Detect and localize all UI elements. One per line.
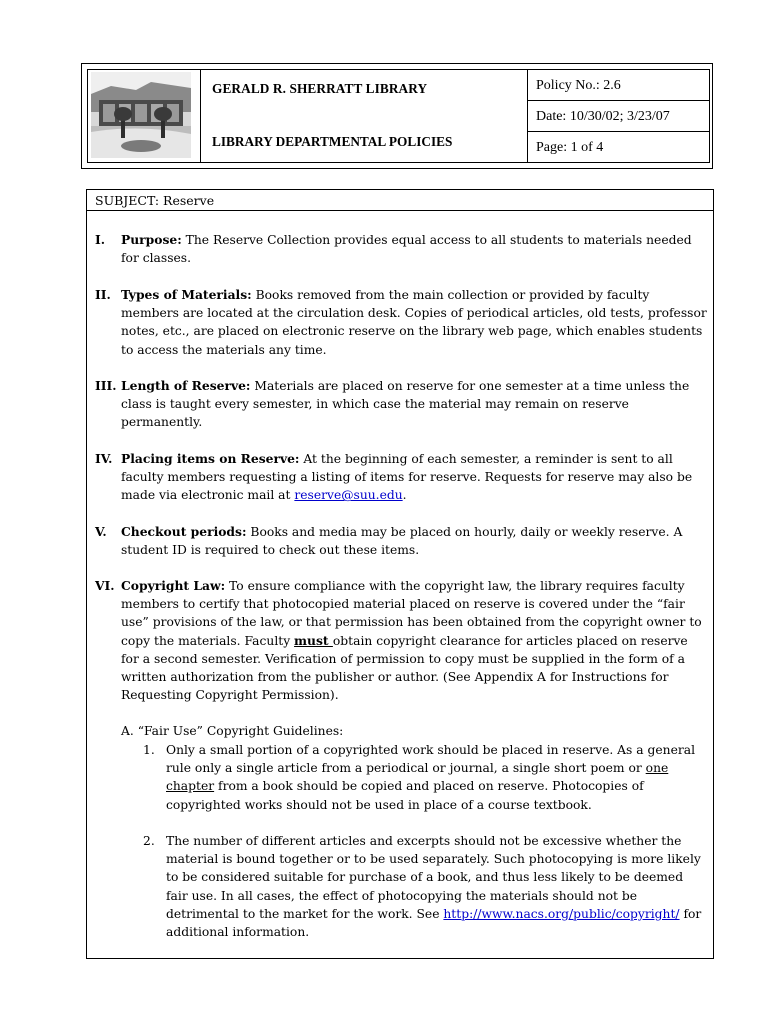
subject-divider — [86, 210, 714, 211]
library-photo — [91, 72, 191, 158]
guideline-number: 1. — [143, 743, 155, 757]
policies-title: LIBRARY DEPARTMENTAL POLICIES — [212, 134, 453, 149]
library-name: GERALD R. SHERRATT LIBRARY — [212, 81, 428, 96]
section-checkout-periods — [95, 523, 707, 559]
section-text: Materials are placed on reserve for one semester at a time unless the class is taught every semester, in which case the material may remain on reserve permanently. — [121, 379, 690, 430]
section-text: To ensure compliance with the copyright law, the library requires faculty members to certify that photocopied material placed on reserve is covered under the “fair use” provisions of the law, or that permission has been obtained from the copyright owner to copy the materials. Faculty — [121, 579, 702, 648]
section-text-cont: obtain copyright clearance for articles placed on reserve for a second semester. Verification of permission to copy must be supplied in the form of a written authorization from the publisher or author. (See Appendix A for Instructions for Requesting Copyright Permission). — [121, 633, 688, 703]
header-divider — [200, 69, 201, 163]
section-text: Books removed from the main collection or provided by faculty members are located at the circulation desk. Copies of periodical articles, old tests, professor notes, etc., are placed on electronic reserve on the library web page, which enables students to access the materials any time. — [121, 288, 707, 357]
section-length-of-reserve — [95, 377, 707, 432]
guideline-text: The number of different articles and excerpts should not be excessive whether the material is bound together or to be used separately. Such photocopying is more likely to be considered suitable for purchase of a book, and thus less likely to be deemed fair use. In all cases, the effect of photocopying the materials should not be detrimental to the market for the work. See — [166, 834, 701, 921]
section-text: Books and media may be placed on hourly, daily or weekly reserve. A student ID is required to check out these items. — [121, 525, 683, 558]
section-number: VI. — [95, 578, 115, 593]
guideline-text-cont: from a book should be copied and placed on reserve. Photocopies of copyrighted works should not be used in place of a course textbook. — [166, 779, 644, 812]
guideline-number: 2. — [143, 834, 155, 848]
section-copyright-law — [95, 577, 707, 704]
section-number: IV. — [95, 451, 113, 466]
section-text: At the beginning of each semester, a reminder is sent to all faculty members requesting a listing of items for reserve. Requests for reserve may also be made via electronic mail at — [121, 452, 693, 503]
section-number: I. — [95, 232, 106, 247]
section-label: Checkout periods: — [121, 524, 247, 539]
library-photo-graphic — [91, 72, 191, 158]
guideline-item — [143, 832, 708, 941]
guideline-item — [143, 741, 708, 814]
subject-line: SUBJECT: Reserve — [95, 193, 215, 208]
section-label: Types of Materials: — [121, 287, 252, 302]
section-types-of-materials — [95, 286, 707, 359]
guideline-text-cont: for additional information. — [166, 906, 702, 940]
section-label: Placing items on Reserve: — [121, 451, 300, 466]
section-text: The Reserve Collection provides equal access to all students to materials needed for classes. — [121, 233, 692, 266]
must-emphasis: must — [294, 632, 333, 648]
section-number: V. — [95, 524, 107, 539]
section-purpose — [95, 231, 707, 267]
section-text-end: . — [402, 488, 407, 503]
section-label: Copyright Law: — [121, 578, 226, 593]
guideline-text: Only a small portion of a copyrighted work should be placed in reserve. As a general rule only a single article from a periodical or journal, a single short poem or — [166, 743, 696, 776]
fair-use-heading: A. “Fair Use” Copyright Guidelines: — [121, 724, 344, 738]
one-chapter-underline: one chapter — [166, 761, 669, 794]
section-number: II. — [95, 287, 111, 302]
section-number: III. — [95, 378, 117, 393]
nacs-copyright-link[interactable]: http://www.nacs.org/public/copyright/ — [443, 906, 680, 921]
section-label: Purpose: — [121, 232, 182, 247]
page-number: Page: 1 of 4 — [536, 140, 604, 155]
section-placing-items — [95, 450, 707, 505]
policy-number: Policy No.: 2.6 — [528, 69, 710, 101]
section-label: Length of Reserve: — [121, 378, 251, 393]
policy-date: Date: 10/30/02; 3/23/07 — [528, 101, 710, 132]
reserve-email-link[interactable]: reserve@suu.edu — [294, 488, 403, 503]
